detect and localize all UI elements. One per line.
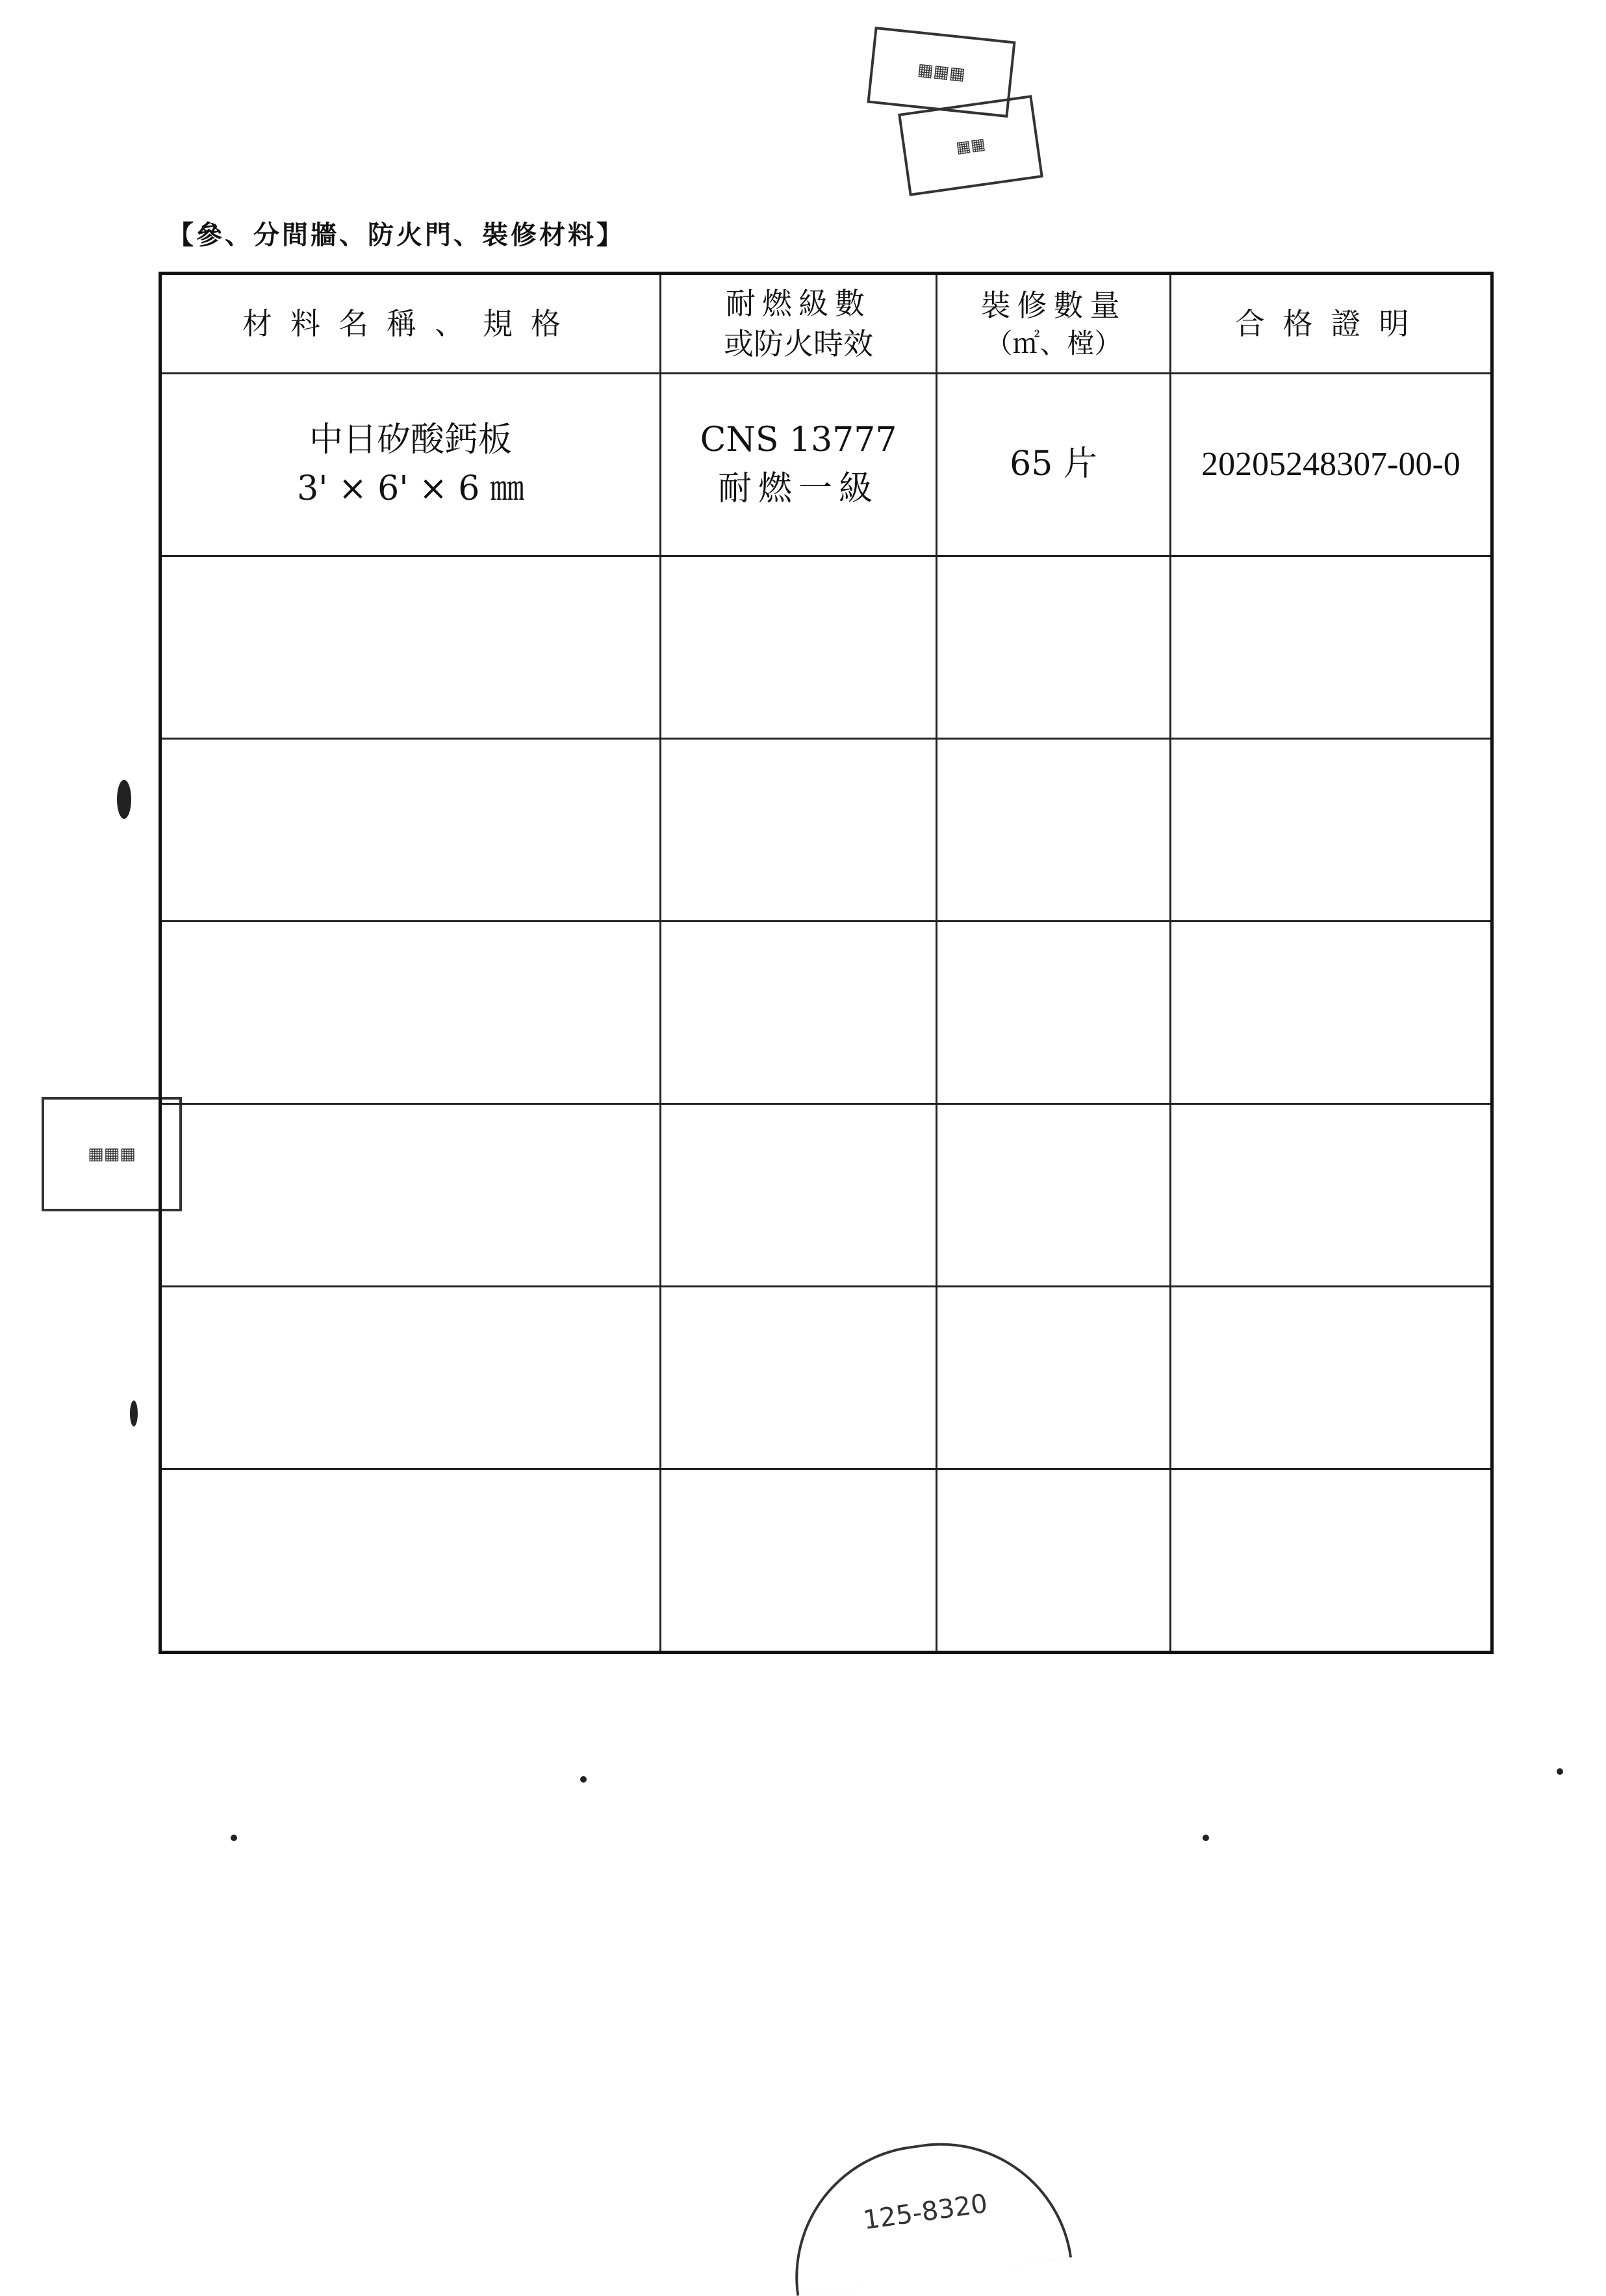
- scan-speck: [117, 780, 131, 819]
- empty-cell: [160, 556, 661, 739]
- header-material-name: 材料名稱、規格: [160, 274, 661, 374]
- empty-cell: [937, 1287, 1171, 1469]
- rating-level: 耐燃一級: [717, 469, 879, 508]
- empty-cell: [661, 1104, 937, 1287]
- material-name: 中日矽酸鈣板: [309, 420, 512, 459]
- empty-cell: [661, 1469, 937, 1653]
- scan-speck: [1203, 1835, 1209, 1841]
- empty-cell: [1171, 739, 1492, 922]
- official-seal-top: ▦▦▦: [867, 27, 1015, 118]
- empty-cell: [160, 1469, 661, 1653]
- header-fire-rating-line2: 或防火時效: [724, 326, 873, 361]
- empty-cell: [937, 556, 1171, 739]
- table-row: [160, 922, 1492, 1104]
- empty-cell: [937, 739, 1171, 922]
- header-quantity: [937, 274, 1171, 374]
- empty-cell: [1171, 556, 1492, 739]
- empty-cell: [661, 739, 937, 922]
- header-quantity-line2: （㎡、樘）: [985, 327, 1122, 359]
- bottom-seal-text: 125-8320: [861, 2188, 989, 2236]
- header-certificate: 合格證明: [1171, 274, 1492, 374]
- table-row: [160, 556, 1492, 739]
- header-quantity-line1: 裝修數量: [980, 287, 1127, 323]
- empty-cell: [661, 1287, 937, 1469]
- empty-cell: [160, 922, 661, 1104]
- official-seal-top-second: ▦▦: [898, 95, 1043, 196]
- empty-cell: [1171, 922, 1492, 1104]
- scan-speck: [231, 1835, 237, 1841]
- empty-cell: [160, 739, 661, 922]
- scan-speck: [130, 1400, 138, 1426]
- cell-certificate: 20205248307-00-0: [1171, 374, 1492, 556]
- empty-cell: [1171, 1104, 1492, 1287]
- table-row: [160, 739, 1492, 922]
- official-seal-left: ▦▦▦: [42, 1097, 182, 1211]
- materials-table: [159, 272, 1494, 1654]
- header-fire-rating-line1: 耐燃級數: [726, 285, 871, 321]
- scan-speck: [1557, 1768, 1563, 1775]
- table-row: [160, 374, 1492, 556]
- table-row: [160, 1469, 1492, 1653]
- empty-cell: [160, 1287, 661, 1469]
- empty-cell: [1171, 1469, 1492, 1653]
- empty-cell: [937, 922, 1171, 1104]
- section-title: 【參、分間牆、防火門、裝修材料】: [168, 220, 625, 250]
- empty-cell: [937, 1104, 1171, 1287]
- empty-cell: [160, 1104, 661, 1287]
- cell-fire-rating: [661, 374, 937, 556]
- rating-standard: CNS 13777: [700, 420, 897, 459]
- empty-cell: [661, 922, 937, 1104]
- scan-speck: [580, 1776, 587, 1783]
- material-spec: 3' × 6' × 6 ㎜: [297, 469, 524, 508]
- header-fire-rating: [661, 274, 937, 374]
- bottom-seal: [778, 2126, 1072, 2296]
- empty-cell: [937, 1469, 1171, 1653]
- table-header-row: [160, 274, 1492, 374]
- empty-cell: [1171, 1287, 1492, 1469]
- table-row: [160, 1287, 1492, 1469]
- cell-quantity: 65 片: [937, 374, 1171, 556]
- table-row: [160, 1104, 1492, 1287]
- empty-cell: [661, 556, 937, 739]
- cell-material: [160, 374, 661, 556]
